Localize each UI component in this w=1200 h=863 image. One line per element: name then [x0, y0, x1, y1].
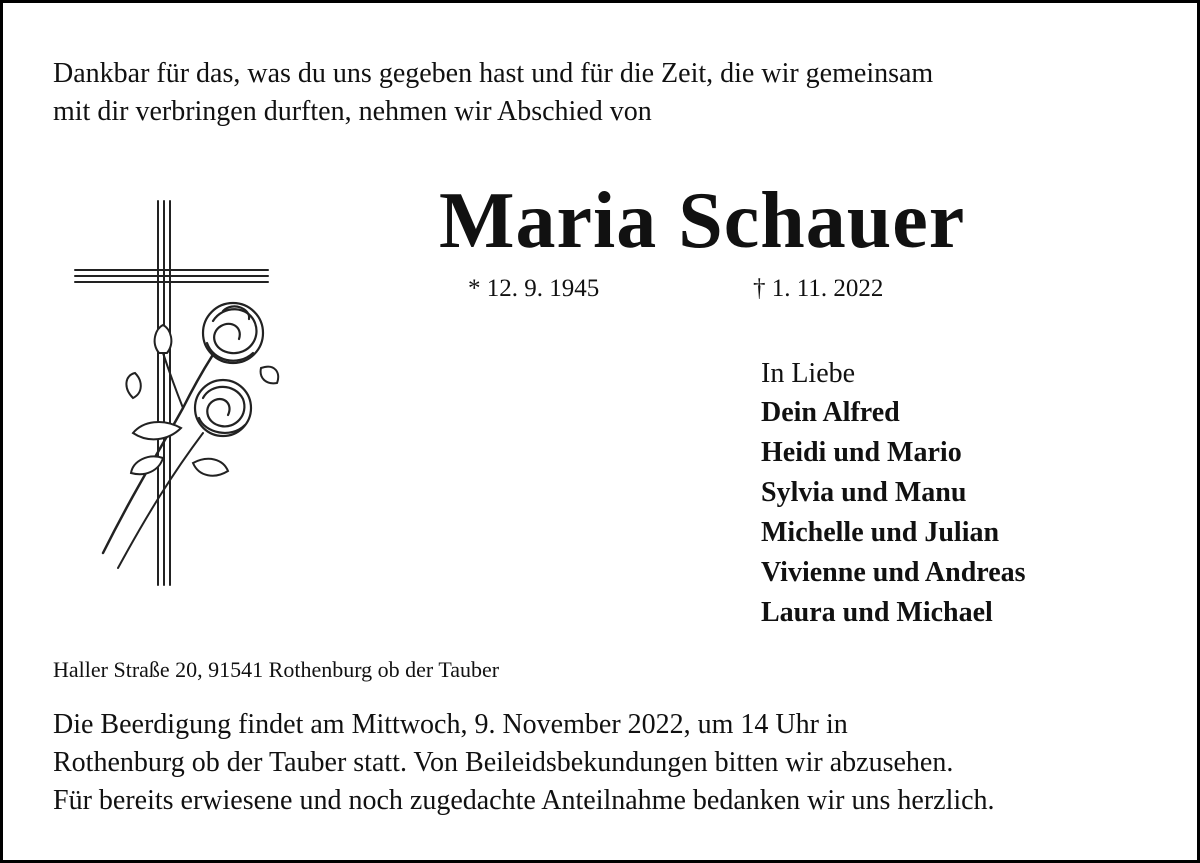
intro-text [53, 55, 1153, 131]
family-member: Michelle und Julian [761, 517, 1000, 548]
deceased-name: Maria Schauer [439, 177, 966, 265]
funeral-line: Für bereits erwiesene und noch zugedachte Anteilnahme bedanken wir uns herzlich. [53, 785, 995, 816]
family-member: Heidi und Mario [761, 437, 962, 468]
birth-date: * 12. 9. 1945 [468, 275, 600, 302]
funeral-text [53, 706, 1163, 820]
family-lead: In Liebe [761, 358, 856, 389]
family-member: Sylvia und Manu [761, 477, 967, 508]
family-signature [761, 355, 1026, 633]
death-date: † 1. 11. 2022 [753, 275, 884, 302]
funeral-line: Rothenburg ob der Tauber statt. Von Beileidsbekundungen bitten wir abzusehen. [53, 747, 954, 778]
family-member: Vivienne und Andreas [761, 557, 1026, 588]
family-member: Laura und Michael [761, 597, 993, 628]
family-member: Dein Alfred [761, 397, 900, 428]
mourning-address: Haller Straße 20, 91541 Rothenburg ob der Tauber [53, 657, 500, 682]
intro-line: mit dir verbringen durften, nehmen wir Abschied von [53, 96, 652, 127]
family-list [761, 393, 1026, 633]
cross-with-roses-icon [63, 193, 283, 598]
intro-line: Dankbar für das, was du uns gegeben hast und für die Zeit, die wir gemeinsam [53, 58, 934, 89]
funeral-line: Die Beerdigung findet am Mittwoch, 9. November 2022, um 14 Uhr in [53, 709, 848, 740]
